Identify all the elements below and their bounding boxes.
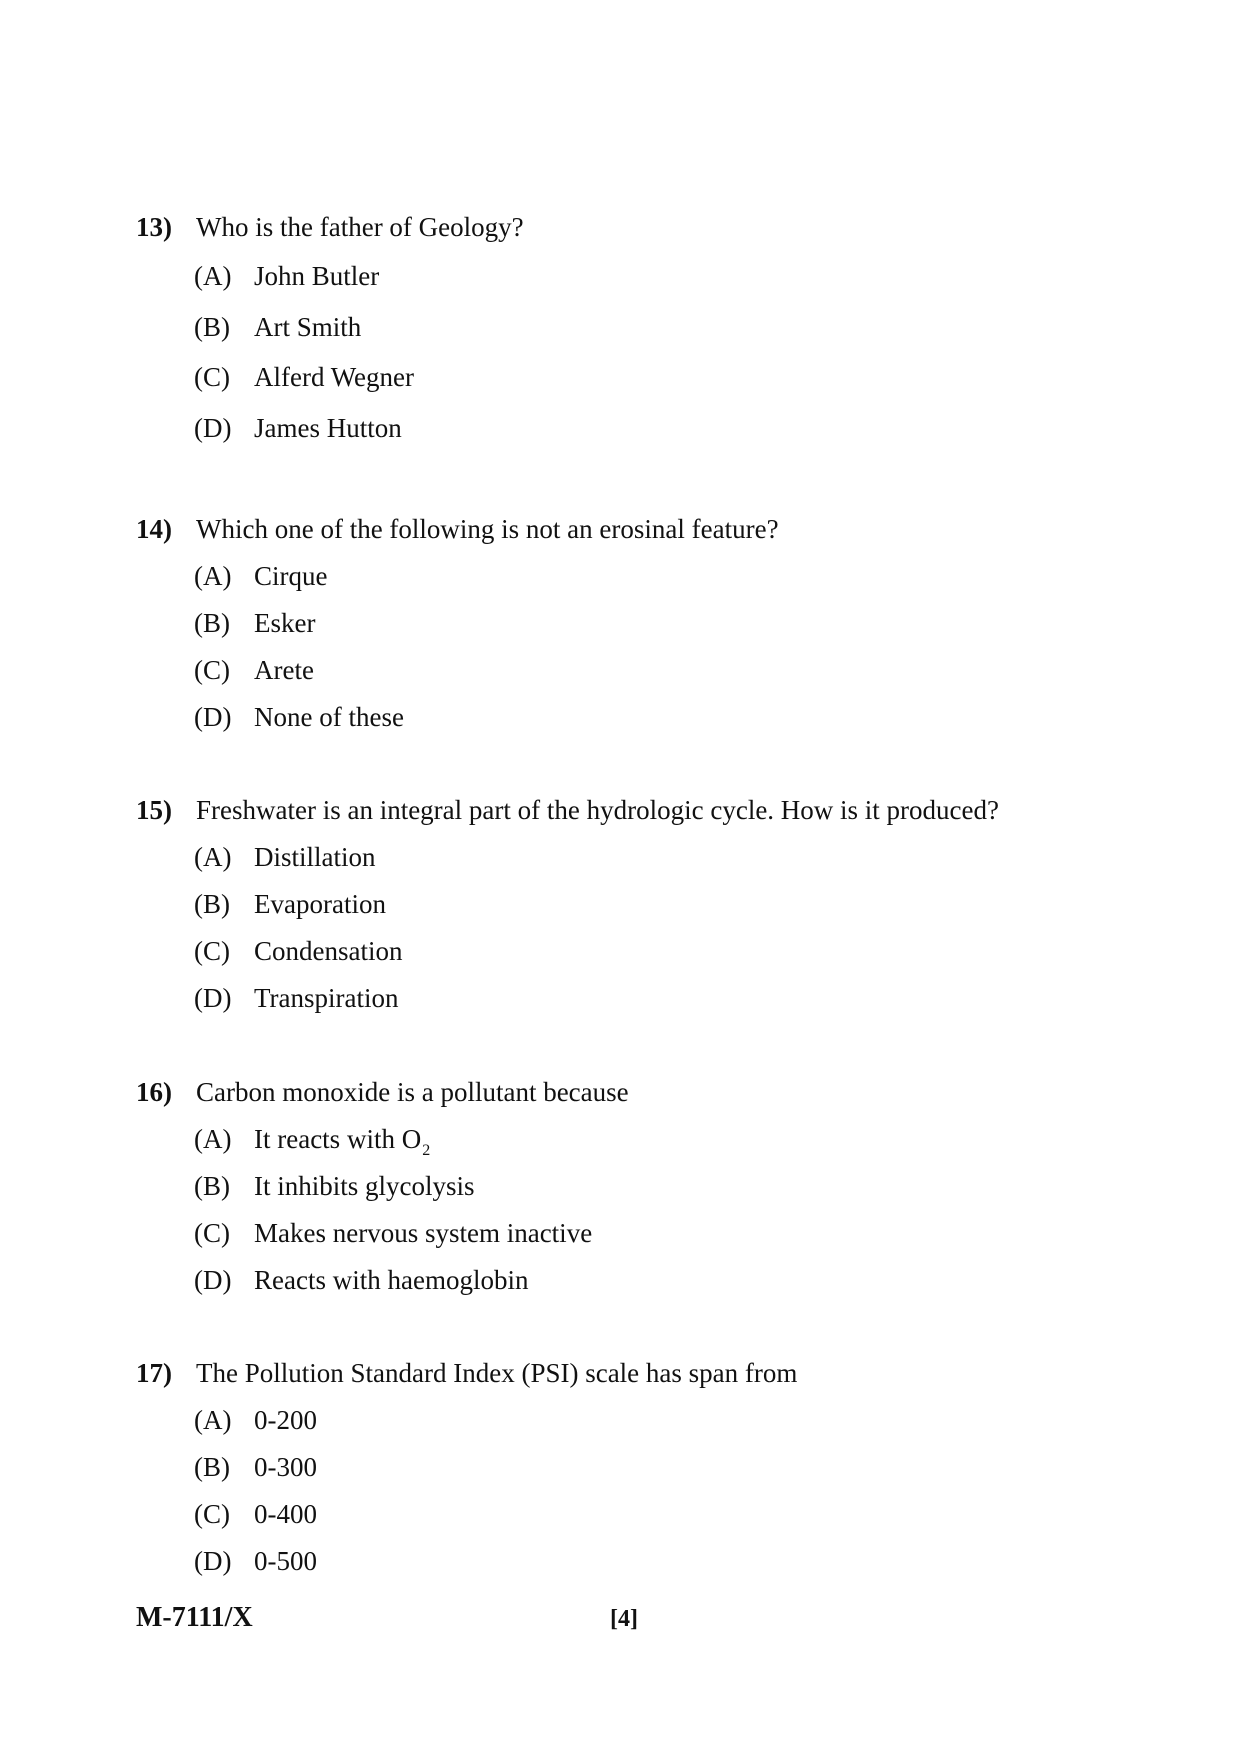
question-text: Which one of the following is not an erosinal feature?: [196, 514, 779, 544]
question-number: 15): [136, 795, 172, 825]
question-text: The Pollution Standard Index (PSI) scale has span from: [196, 1358, 798, 1388]
option-text: James Hutton: [254, 412, 402, 443]
option-c: [194, 647, 1136, 694]
option-text: 0-400: [254, 1499, 317, 1529]
option-d: [194, 975, 1136, 1022]
option-letter: (B): [194, 1452, 230, 1482]
option-b: [194, 881, 1136, 928]
question-number: 16): [136, 1077, 172, 1107]
question-15: [136, 786, 1136, 1022]
option-c: [194, 928, 1136, 975]
option-letter: (A): [194, 842, 232, 872]
question-16: [136, 1068, 1136, 1304]
option-letter: (A): [194, 1405, 232, 1435]
option-text: Reacts with haemoglobin: [254, 1265, 529, 1295]
option-a: [194, 1397, 1136, 1444]
option-text: John Butler: [254, 261, 380, 291]
option-text-main: It reacts with O: [254, 1124, 422, 1154]
option-c: [194, 352, 1136, 403]
option-list: [194, 1397, 1136, 1585]
option-letter: (C): [194, 655, 230, 685]
option-list: [194, 1116, 1136, 1304]
question-14: [136, 505, 1136, 741]
option-letter: (C): [194, 362, 230, 392]
option-d: [194, 403, 1136, 454]
option-letter: (C): [194, 936, 230, 966]
option-a: [194, 1116, 1136, 1163]
option-letter: (A): [194, 261, 232, 291]
option-text: Makes nervous system inactive: [254, 1218, 593, 1248]
option-letter: (C): [194, 1499, 230, 1529]
question-17: [136, 1349, 1136, 1585]
option-letter: (A): [194, 1124, 232, 1154]
option-c: [194, 1491, 1136, 1538]
question-number: 17): [136, 1358, 172, 1388]
option-text: It inhibits glycolysis: [254, 1171, 475, 1201]
option-b: [194, 1163, 1136, 1210]
option-text: None of these: [254, 702, 404, 732]
option-d: [194, 694, 1136, 741]
option-text: Distillation: [254, 842, 376, 872]
question-number: 14): [136, 514, 172, 544]
option-text: Art Smith: [254, 311, 362, 342]
option-text: 0-500: [254, 1546, 317, 1576]
question-13: [136, 203, 1136, 453]
option-letter: (D): [194, 702, 232, 732]
option-text: Condensation: [254, 936, 403, 966]
option-letter: (C): [194, 1218, 230, 1248]
option-letter: (D): [194, 1546, 232, 1576]
option-list: [194, 834, 1136, 1022]
option-text: Transpiration: [254, 983, 399, 1013]
option-text: Esker: [254, 608, 316, 638]
option-letter: (B): [194, 311, 230, 342]
paper-code: M-7111/X: [136, 1602, 253, 1633]
question-text: Who is the father of Geology?: [196, 212, 524, 242]
option-text: Alferd Wegner: [254, 362, 415, 392]
option-a: [194, 553, 1136, 600]
option-b: [194, 600, 1136, 647]
option-d: [194, 1257, 1136, 1304]
subscript: 2: [422, 1142, 431, 1159]
question-text: Freshwater is an integral part of the hydrologic cycle. How is it produced?: [196, 795, 999, 825]
question-number: 13): [136, 212, 172, 242]
option-a: [194, 834, 1136, 881]
option-c: [194, 1210, 1136, 1257]
option-letter: (B): [194, 889, 230, 919]
question-text: Carbon monoxide is a pollutant because: [196, 1077, 629, 1107]
option-b: [194, 302, 1136, 353]
option-text: Cirque: [254, 561, 328, 591]
option-letter: (B): [194, 608, 230, 638]
option-b: [194, 1444, 1136, 1491]
option-text: 0-200: [254, 1405, 317, 1435]
option-a: [194, 251, 1136, 302]
option-list: [194, 251, 1136, 453]
option-text: Arete: [254, 655, 314, 685]
option-list: [194, 553, 1136, 741]
option-letter: (D): [194, 1265, 232, 1295]
option-letter: (B): [194, 1171, 230, 1201]
page-number: [4]: [610, 1606, 638, 1632]
option-letter: (D): [194, 412, 232, 443]
option-text: 0-300: [254, 1452, 317, 1482]
option-text: Evaporation: [254, 889, 386, 919]
option-letter: (D): [194, 983, 232, 1013]
option-letter: (A): [194, 561, 232, 591]
option-d: [194, 1538, 1136, 1585]
